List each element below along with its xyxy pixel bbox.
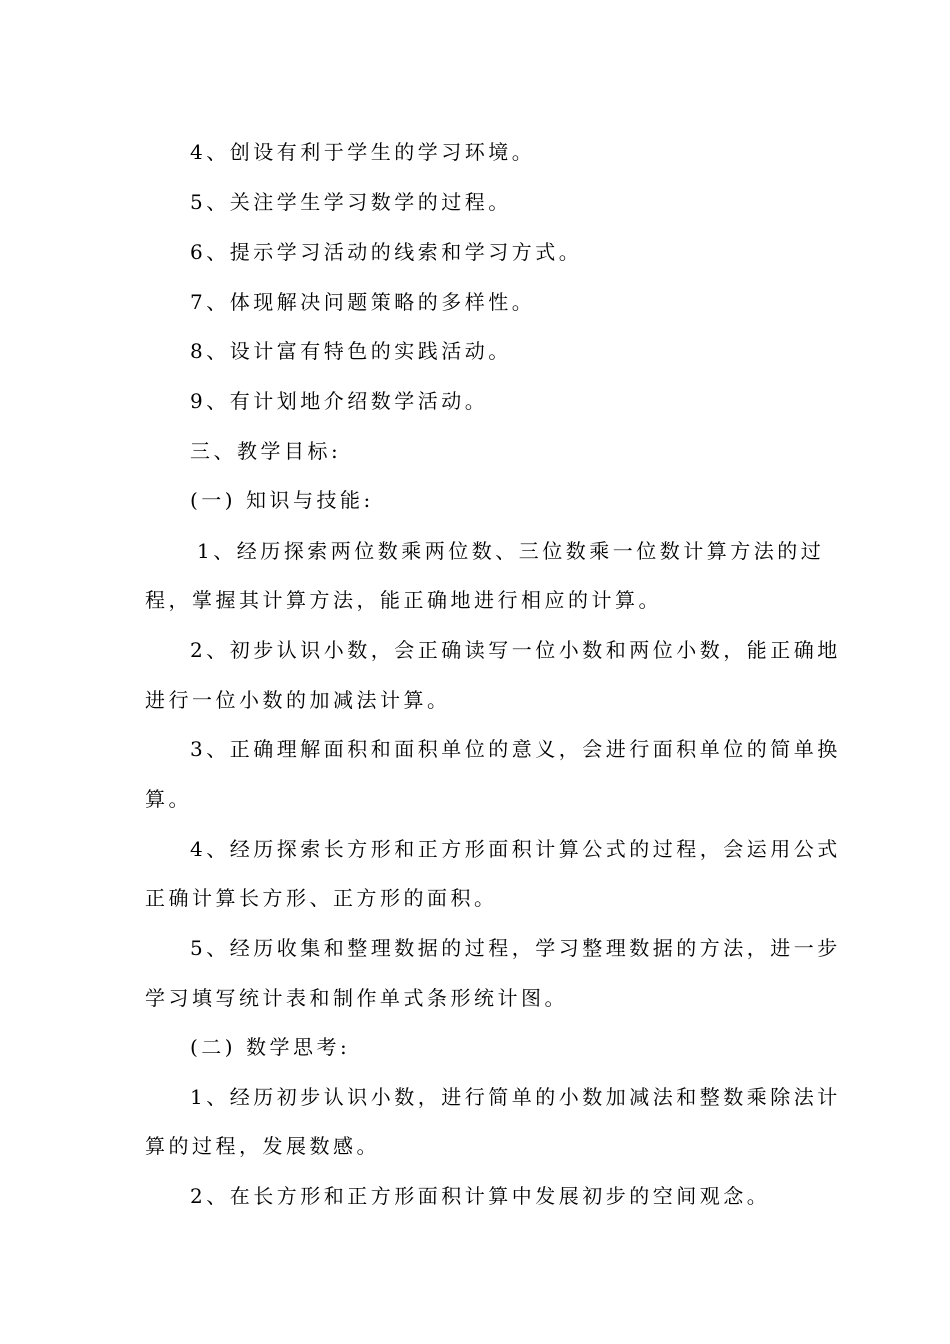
section-heading: 三、教学目标: <box>190 439 342 463</box>
paragraph-line: 进行一位小数的加减法计算。 <box>145 688 451 712</box>
paragraph-line: 3、正确理解面积和面积单位的意义，会进行面积单位的简单换 <box>190 737 841 761</box>
paragraph-line: 正确计算长方形、正方形的面积。 <box>145 886 498 910</box>
paragraph-line: 算的过程，发展数感。 <box>145 1134 380 1158</box>
list-item: 6、提示学习活动的线索和学习方式。 <box>190 240 583 264</box>
list-item: 9、有计划地介绍数学活动。 <box>190 389 489 413</box>
paragraph-line: 4、经历探索长方形和正方形面积计算公式的过程，会运用公式 <box>190 837 841 861</box>
paragraph-line: 2、初步认识小数，会正确读写一位小数和两位小数，能正确地 <box>190 638 841 662</box>
paragraph-line: 程，掌握其计算方法，能正确地进行相应的计算。 <box>145 588 662 612</box>
paragraph-line: 2、在长方形和正方形面积计算中发展初步的空间观念。 <box>190 1184 771 1208</box>
paragraph-line: 算。 <box>145 787 192 811</box>
list-item: 4、创设有利于学生的学习环境。 <box>190 140 536 164</box>
paragraph-line: 学习填写统计表和制作单式条形统计图。 <box>145 986 568 1010</box>
paragraph-line: 1、经历初步认识小数，进行简单的小数加减法和整数乘除法计 <box>190 1085 841 1109</box>
subsection-heading: (二) 数学思考: <box>190 1035 351 1059</box>
list-item: 7、体现解决问题策略的多样性。 <box>190 290 536 314</box>
subsection-heading: (一) 知识与技能: <box>190 488 374 512</box>
list-item: 5、关注学生学习数学的过程。 <box>190 190 512 214</box>
paragraph-line: 5、经历收集和整理数据的过程，学习整理数据的方法，进一步 <box>190 936 841 960</box>
list-item: 8、设计富有特色的实践活动。 <box>190 339 512 363</box>
paragraph-line: 1、经历探索两位数乘两位数、三位数乘一位数计算方法的过 <box>197 539 825 563</box>
